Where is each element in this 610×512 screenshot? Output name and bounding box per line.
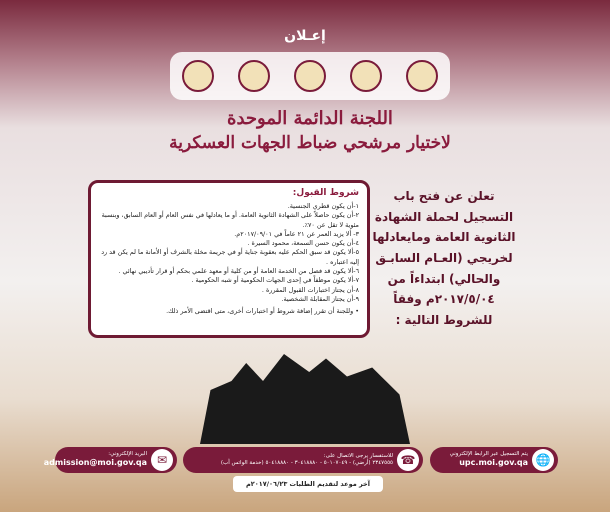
condition-item: ١-أن يكون قطري الجنسية. — [287, 202, 359, 211]
registration-link[interactable] — [430, 447, 558, 473]
condition-item: ٢-أن يكون حاصلاً على الشهادة الثانوية العامة. أو ما يعادلها في نفس العام أو العام السابق، وبنسبة مئوية لا تقل عن ٧٠٪. — [101, 211, 359, 229]
globe-icon: 🌐 — [532, 449, 554, 471]
phone-numbers: ٢٣٤٧٥٥٥ (أرضي) - ٥٠١٠٧٠٤٩ - ٣٠٤١٨٨٨٠ - ٥٠٤١٨٨٨٠ (خدمة الواتس آب) — [220, 460, 393, 466]
email-label: البريد الإلكتروني: — [108, 451, 147, 458]
logo-emblem — [406, 60, 438, 92]
announcement-header: إعـلان — [284, 28, 326, 44]
logo-emblem — [294, 60, 326, 92]
phone-icon: ☎ — [397, 449, 419, 471]
title-line2: لاختيار مرشحي ضباط الجهات العسكرية — [169, 133, 451, 153]
condition-item: ٩-أن يجتاز المقابلة الشخصية. — [281, 294, 359, 303]
conditions-box — [88, 180, 370, 338]
condition-item: ٤-أن يكون حسن السمعة، محمود السيرة . — [247, 239, 359, 248]
intro-text: تعلن عن فتح باب التسجيل لحملة الشهادة الثانوية العامة ومايعادلها لخريجي (العـام السابـق والحالي) ابتداءاً من ٢٠١٧/٥/٠٤م وفقاً للشروط التالية : — [372, 189, 516, 327]
title-line1: اللجنة الدائمة الموحدة — [227, 108, 393, 129]
condition-item: ٥-ألا يكون قد سبق الحكم عليه بعقوبة جناية أو في جريمة مخلة بالشرف أو الأمانة ما لم يكن قد رد إليه اعتباره . — [101, 248, 359, 266]
email-contact[interactable] — [43, 447, 177, 473]
condition-item: ٦-ألا يكون قد فصل من الخدمة العامة أو من كلية أو معهد علمي بحكم أو قرار تأديبي نهائي . — [118, 267, 359, 276]
envelope-icon: ✉ — [151, 449, 173, 471]
logo-emblem — [350, 60, 382, 92]
condition-item: ٨-أن يجتاز اختبارات القبول المقررة . — [261, 285, 359, 294]
conditions-heading: شروط القبول: — [292, 188, 359, 198]
web-label: يتم التسجيل عبر الرابط الإلكتروني — [449, 451, 528, 458]
logo-emblem — [238, 60, 270, 92]
poster-title — [150, 108, 470, 153]
phone-contact — [183, 447, 423, 473]
condition-item: ٣- ألا يزيد العمر عن ٢١ عاماً في ٢٠١٧/٠٩/٠١م. — [234, 229, 359, 238]
logos-bar — [170, 52, 450, 100]
soldiers-silhouette — [200, 354, 410, 444]
phone-label: للاستفسار يرجى الاتصال على: — [323, 452, 393, 459]
web-url[interactable]: upc.moi.gov.qa — [459, 458, 528, 468]
conditions-note: • وللجنة أن تقرر إضافة شروط أو اختبارات أخرى، متى اقتضى الأمر ذلك. — [166, 307, 359, 316]
deadline: آخر موعد لتقديم الطلبات ٢٠١٧/٠٦/٢٣م — [233, 476, 383, 492]
logo-emblem — [182, 60, 214, 92]
condition-item: ٧-ألا يكون موظفاً في إحدى الجهات الحكومية أو شبه الحكومية . — [191, 276, 359, 285]
email-address[interactable]: admission@moi.gov.qa — [43, 458, 147, 468]
